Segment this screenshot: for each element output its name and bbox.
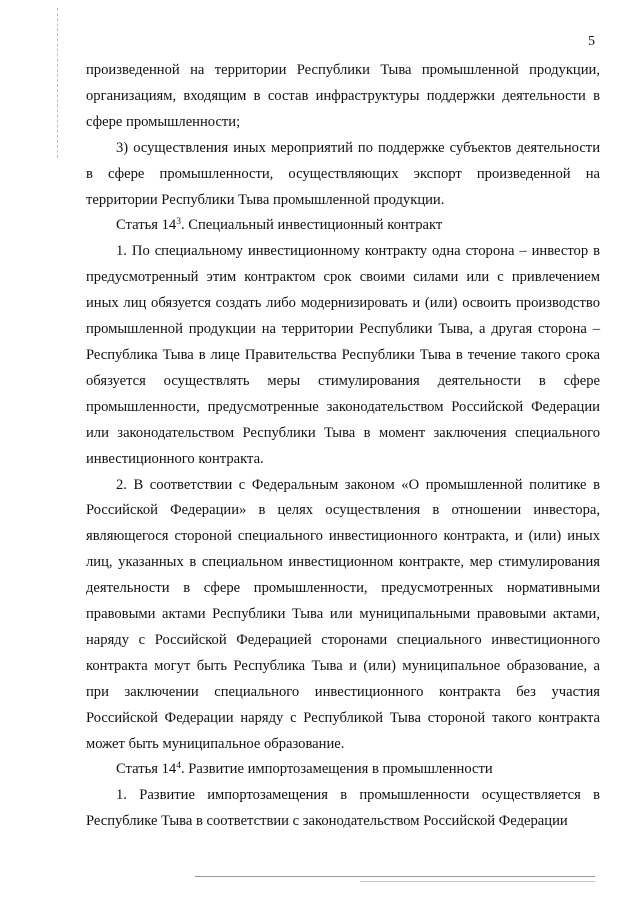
article-heading-title: . Развитие импортозамещения в промышленности [180, 761, 493, 778]
article-heading-title: . Специальный инвестиционный контракт [180, 217, 443, 234]
paragraph-import-substitution-1: 1. Развитие импортозамещения в промышленности осуществляется в Республике Тыва в соответствии с законодательством Российской Федерации [86, 787, 600, 830]
footer-rule-secondary [360, 881, 595, 882]
binding-margin-line [57, 8, 58, 158]
article-heading-14-3 [86, 213, 600, 239]
article-heading-prefix: Статья 14 [116, 217, 177, 234]
page-number: 5 [588, 34, 595, 49]
article-heading-prefix: Статья 14 [116, 761, 177, 778]
article-heading-superscript: 4 [176, 761, 181, 772]
article-heading-14-4 [86, 757, 600, 783]
paragraph-continuation: произведенной на территории Республики Тыва промышленной продукции, организациям, входящим в состав инфраструктуры поддержки деятельности в сфере промышленности; [86, 62, 600, 130]
paragraph-item-3: 3) осуществления иных мероприятий по поддержке субъектов деятельности в сфере промышленности, осуществляющих экспорт произведенной на территории Республики Тыва промышленной продукции. [86, 139, 600, 208]
paragraph-clause-1: 1. По специальному инвестиционному контракту одна сторона – инвестор в предусмотренный этим контрактом срок своими силами или с привлечением иных лиц обязуется создать либо модернизировать и (или) освоить производство промышленной продукции на территории Республики Тыва, а другая сторона – Республика Тыва в лице Правительства Республики Тыва в течение такого срока обязуется осуществлять меры стимулирования деятельности в сфере промышленности, предусмотренные законодательством Российской Федерации или законодательством Республики Тыва в момент заключения специального инвестиционного контракта. [86, 243, 600, 467]
document-body [86, 58, 600, 835]
article-heading-superscript: 3 [176, 217, 181, 228]
paragraph-clause-2: 2. В соответствии с Федеральным законом «О промышленной политике в Российской Федерации» в целях осуществления в отношении инвестора, являющегося стороной специального инвестиционного контракта, и (или) иных лиц, указанных в специальном инвестиционном контракте, мер стимулирования деятельности в сфере промышленности, предусмотренных нормативными правовыми актами Республики Тыва или муниципальными правовыми актами, наряду с Российской Федерацией сторонами специального инвестиционного контракта могут быть Республика Тыва и (или) муниципальное образование, а при заключении специального инвестиционного контракта без участия Российской Федерации наряду с Республикой Тыва стороной такого контракта может быть муниципальное образование. [86, 476, 600, 752]
footer-rule [195, 876, 595, 877]
